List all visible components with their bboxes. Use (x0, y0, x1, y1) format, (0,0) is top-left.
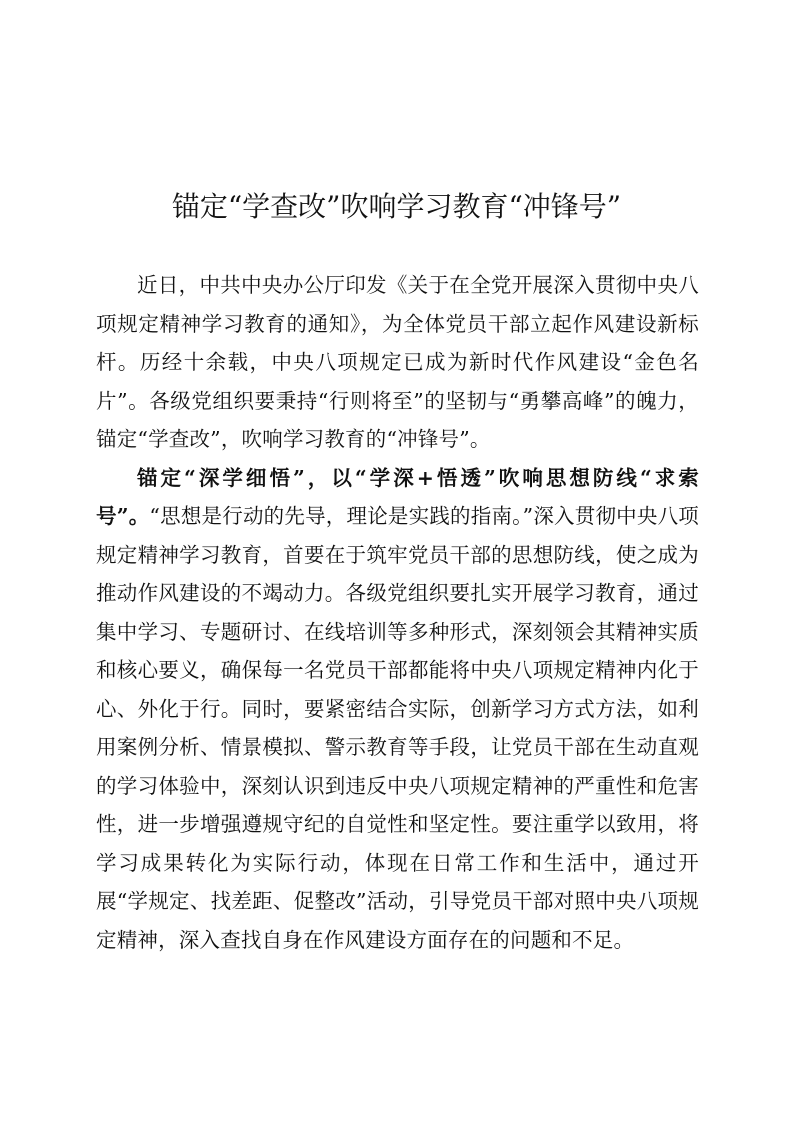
paragraph-intro (96, 266, 699, 459)
section-1-heading: 锚定“深学细悟”，以“学深+悟透”吹响思想防线“求索号”。 (96, 465, 699, 528)
paragraph-section-1-text: “思想是行动的先导，理论是实践的指南。”深入贯彻中央八项规定精神学习教育，首要在于筑牢党员干部的思想防线，使之成为推动作风建设的不竭动力。各级党组织要扎实开展学习教育，通过集中学习、专题研讨、在线培训等多种形式，深刻领会其精神实质和核心要义，确保每一名党员干部都能将中央八项规定精神内化于心、外化于行。同时，要紧密结合实际，创新学习方式方法，如利用案例分析、情景模拟、警示教育等手段，让党员干部在生动直观的学习体验中，深刻认识到违反中央八项规定精神的严重性和危害性，进一步增强遵规守纪的自觉性和坚定性。要注重学以致用，将学习成果转化为实际行动，体现在日常工作和生活中，通过开展“学规定、找差距、促整改”活动，引导党员干部对照中央八项规定精神，深入查找自身在作风建设方面存在的问题和不足。 (96, 504, 699, 952)
document-body (96, 266, 699, 959)
paragraph-intro-text: 近日，中共中央办公厅印发《关于在全党开展深入贯彻中央八项规定精神学习教育的通知》，为全体党员干部立起作风建设新标杆。历经十余载，中央八项规定已成为新时代作风建设“金色名片”。各级党组织要秉持“行则将至”的坚韧与“勇攀高峰”的魄力，锚定“学查改”，吹响学习教育的“冲锋号”。 (96, 273, 699, 451)
paragraph-section-1 (96, 459, 699, 960)
document-title: 锚定“学查改”吹响学习教育“冲锋号” (171, 190, 622, 223)
